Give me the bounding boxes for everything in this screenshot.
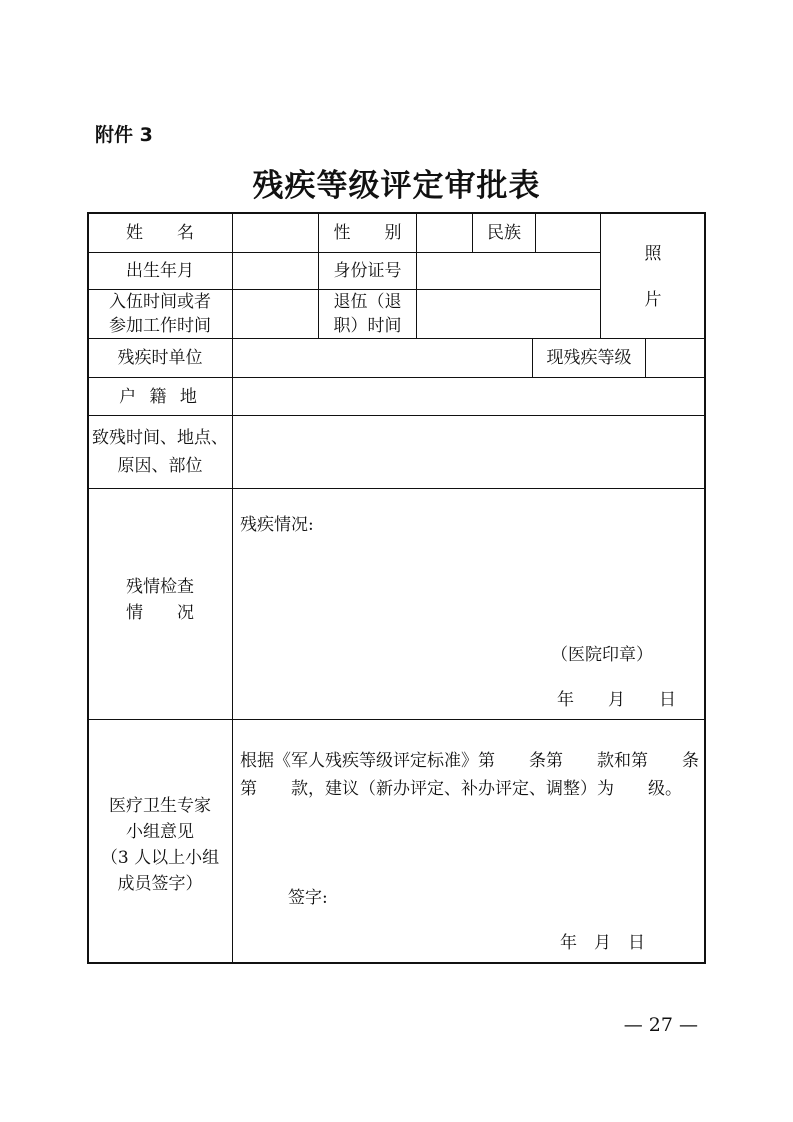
hukou-label: 户 籍 地: [119, 386, 201, 407]
gender-label: 性 别: [333, 222, 402, 243]
unit-label: 残疾时单位: [117, 348, 203, 368]
enlist-label-line2: 参加工作时间: [109, 316, 211, 336]
panel-label: [88, 790, 232, 900]
exam-date-label: 年 月 日: [557, 690, 676, 710]
cause-label-line2: 原因、部位: [117, 456, 203, 476]
enlist-time-field[interactable]: [233, 290, 318, 338]
opinion-line-2: 第 款，建议（新办评定、补办评定、调整）为 级。: [240, 779, 682, 799]
photo-box[interactable]: [601, 213, 705, 338]
hukou-field[interactable]: [233, 378, 705, 415]
form-title: 残疾等级评定审批表: [252, 168, 541, 204]
photo-label-bottom: 片: [644, 290, 662, 310]
panel-label-line2: 小组意见: [126, 822, 194, 842]
birth-field[interactable]: [233, 253, 318, 289]
retire-time-label: [319, 290, 416, 338]
current-grade-label: 现残疾等级: [546, 348, 632, 368]
gender-field[interactable]: [417, 213, 472, 252]
retire-label-line1: 退伍（退: [333, 292, 402, 312]
id-number-label: 身份证号: [333, 261, 402, 281]
id-number-field[interactable]: [417, 253, 600, 289]
panel-label-line1: 医疗卫生专家: [109, 796, 211, 816]
exam-label-line1: 残情检查: [126, 577, 194, 597]
signature-label: 签字:: [288, 888, 328, 908]
panel-date-label: 年 月 日: [560, 933, 645, 953]
cause-label: [88, 416, 232, 488]
opinion-line-1: 根据《军人残疾等级评定标准》第 条第 款和第 条: [240, 751, 699, 771]
cause-label-line1: 致残时间、地点、: [92, 428, 228, 448]
enlist-time-label: [88, 290, 232, 338]
panel-label-line3: （3 人以上小组: [100, 848, 220, 868]
page-number: — 27 —: [623, 1014, 698, 1036]
name-label: 姓 名: [126, 222, 194, 243]
retire-label-line2: 职）时间: [333, 316, 402, 336]
photo-label-top: 照: [644, 244, 662, 264]
exam-label: [88, 570, 232, 630]
retire-time-field[interactable]: [417, 290, 600, 338]
disability-label: 残疾情况:: [240, 515, 314, 535]
name-field[interactable]: [233, 213, 318, 252]
cause-field[interactable]: [233, 416, 705, 488]
enlist-label-line1: 入伍时间或者: [109, 292, 211, 312]
ethnicity-label: 民族: [487, 222, 521, 243]
hospital-seal-label: （医院印章）: [551, 645, 653, 665]
ethnicity-field[interactable]: [536, 213, 600, 252]
panel-label-line4: 成员签字）: [117, 874, 203, 894]
unit-field[interactable]: [233, 339, 532, 377]
current-grade-field[interactable]: [646, 339, 705, 377]
exam-label-line2: 情 况: [126, 603, 194, 623]
attachment-label: 附件 3: [95, 124, 153, 146]
birth-label: 出生年月: [126, 261, 194, 281]
